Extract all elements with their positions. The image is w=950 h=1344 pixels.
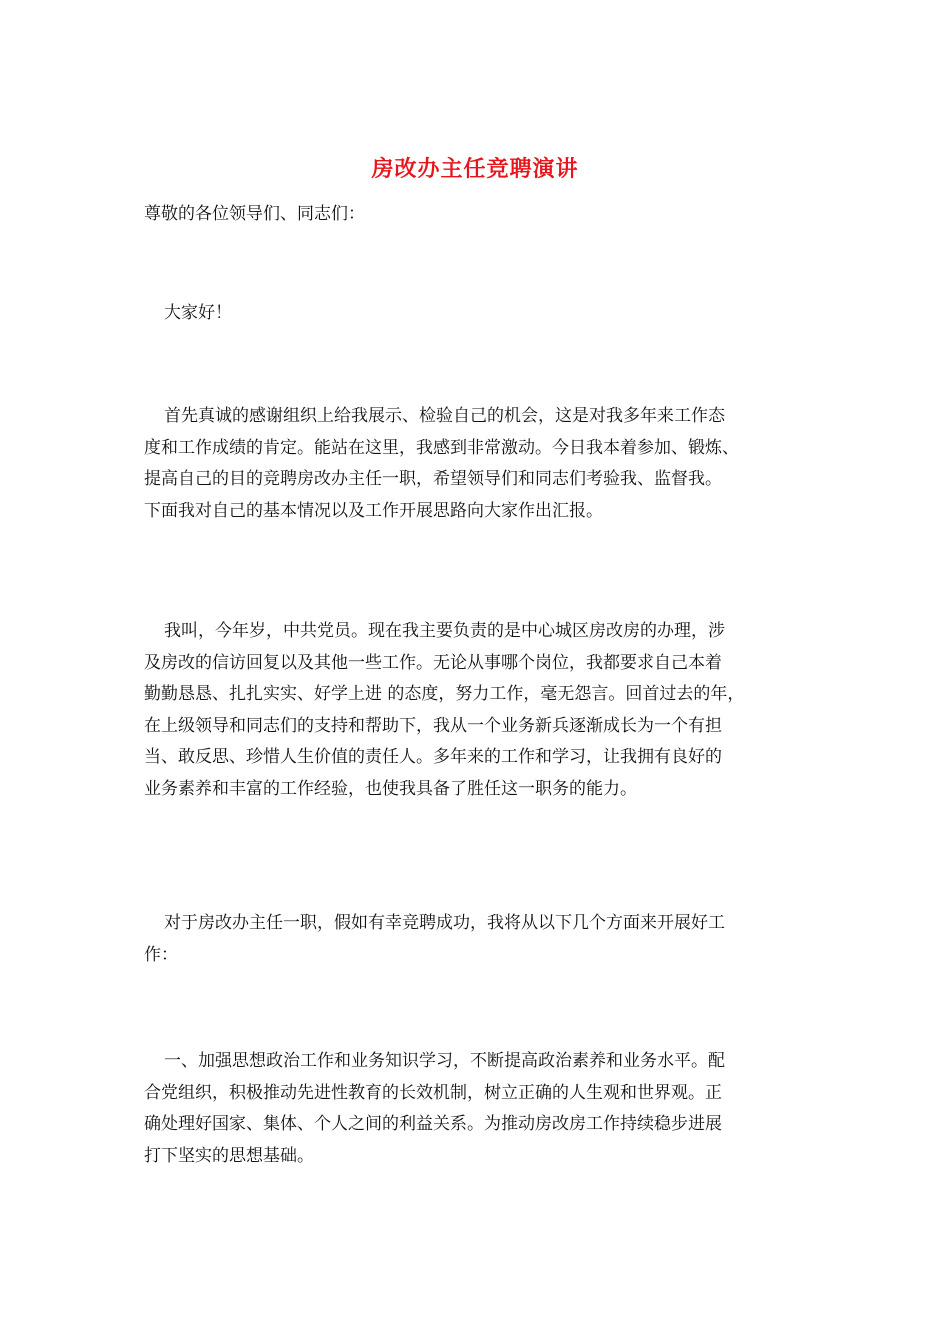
paragraph-point-one: [144, 1046, 834, 1172]
paragraph-line: 业务素养和丰富的工作经验，也使我具备了胜任这一职务的能力。: [144, 778, 637, 799]
paragraph-line: 我叫，今年岁，中共党员。现在我主要负责的是中心城区房改房的办理，涉: [164, 621, 725, 641]
paragraph-line: 作：: [144, 944, 178, 965]
paragraph-plan-intro: [144, 908, 834, 971]
paragraph-line: 当、敢反思、珍惜人生价值的责任人。多年来的工作和学习，让我拥有良好的: [144, 747, 722, 767]
paragraph-line: 提高自己的目的竞聘房改办主任一职，希望领导们和同志们考验我、监督我。: [144, 469, 722, 489]
paragraph-line: 一、加强思想政治工作和业务知识学习，不断提高政治素养和业务水平。配: [164, 1051, 725, 1071]
paragraph-line: 合党组织，积极推动先进性教育的长效机制，树立正确的人生观和世界观。正: [144, 1082, 722, 1103]
paragraph-self-intro: [144, 616, 834, 805]
paragraph-line: 对于房改办主任一职，假如有幸竞聘成功，我将从以下几个方面来开展好工: [164, 913, 725, 933]
paragraph-line: 在上级领导和同志们的支持和帮助下，我从一个业务新兵逐渐成长为一个有担: [144, 715, 722, 736]
paragraph-line: 下面我对自己的基本情况以及工作开展思路向大家作出汇报。: [144, 500, 603, 521]
paragraph-greeting: [144, 298, 834, 330]
document-title: 房改办主任竞聘演讲: [371, 156, 579, 182]
paragraph-line: 及房改的信访回复以及其他一些工作。无论从事哪个岗位，我都要求自己本着: [144, 652, 722, 673]
paragraph-line: 勤勤恳恳、扎扎实实、好学上进 的态度，努力工作，毫无怨言。回首过去的年，: [144, 684, 745, 704]
paragraph-line: 打下坚实的思想基础。: [144, 1145, 314, 1166]
paragraph-line: 度和工作成绩的肯定。能站在这里，我感到非常激动。今日我本着参加、锻炼、: [144, 437, 739, 458]
greeting: 尊敬的各位领导们、同志们：: [144, 204, 365, 224]
paragraph-line: 首先真诚的感谢组织上给我展示、检验自己的机会，这是对我多年来工作态: [164, 406, 725, 426]
paragraph-thanks: [144, 401, 834, 527]
paragraph-line: 确处理好国家、集体、个人之间的利益关系。为推动房改房工作持续稳步进展: [144, 1114, 722, 1134]
paragraph-line: 大家好！: [164, 303, 232, 323]
